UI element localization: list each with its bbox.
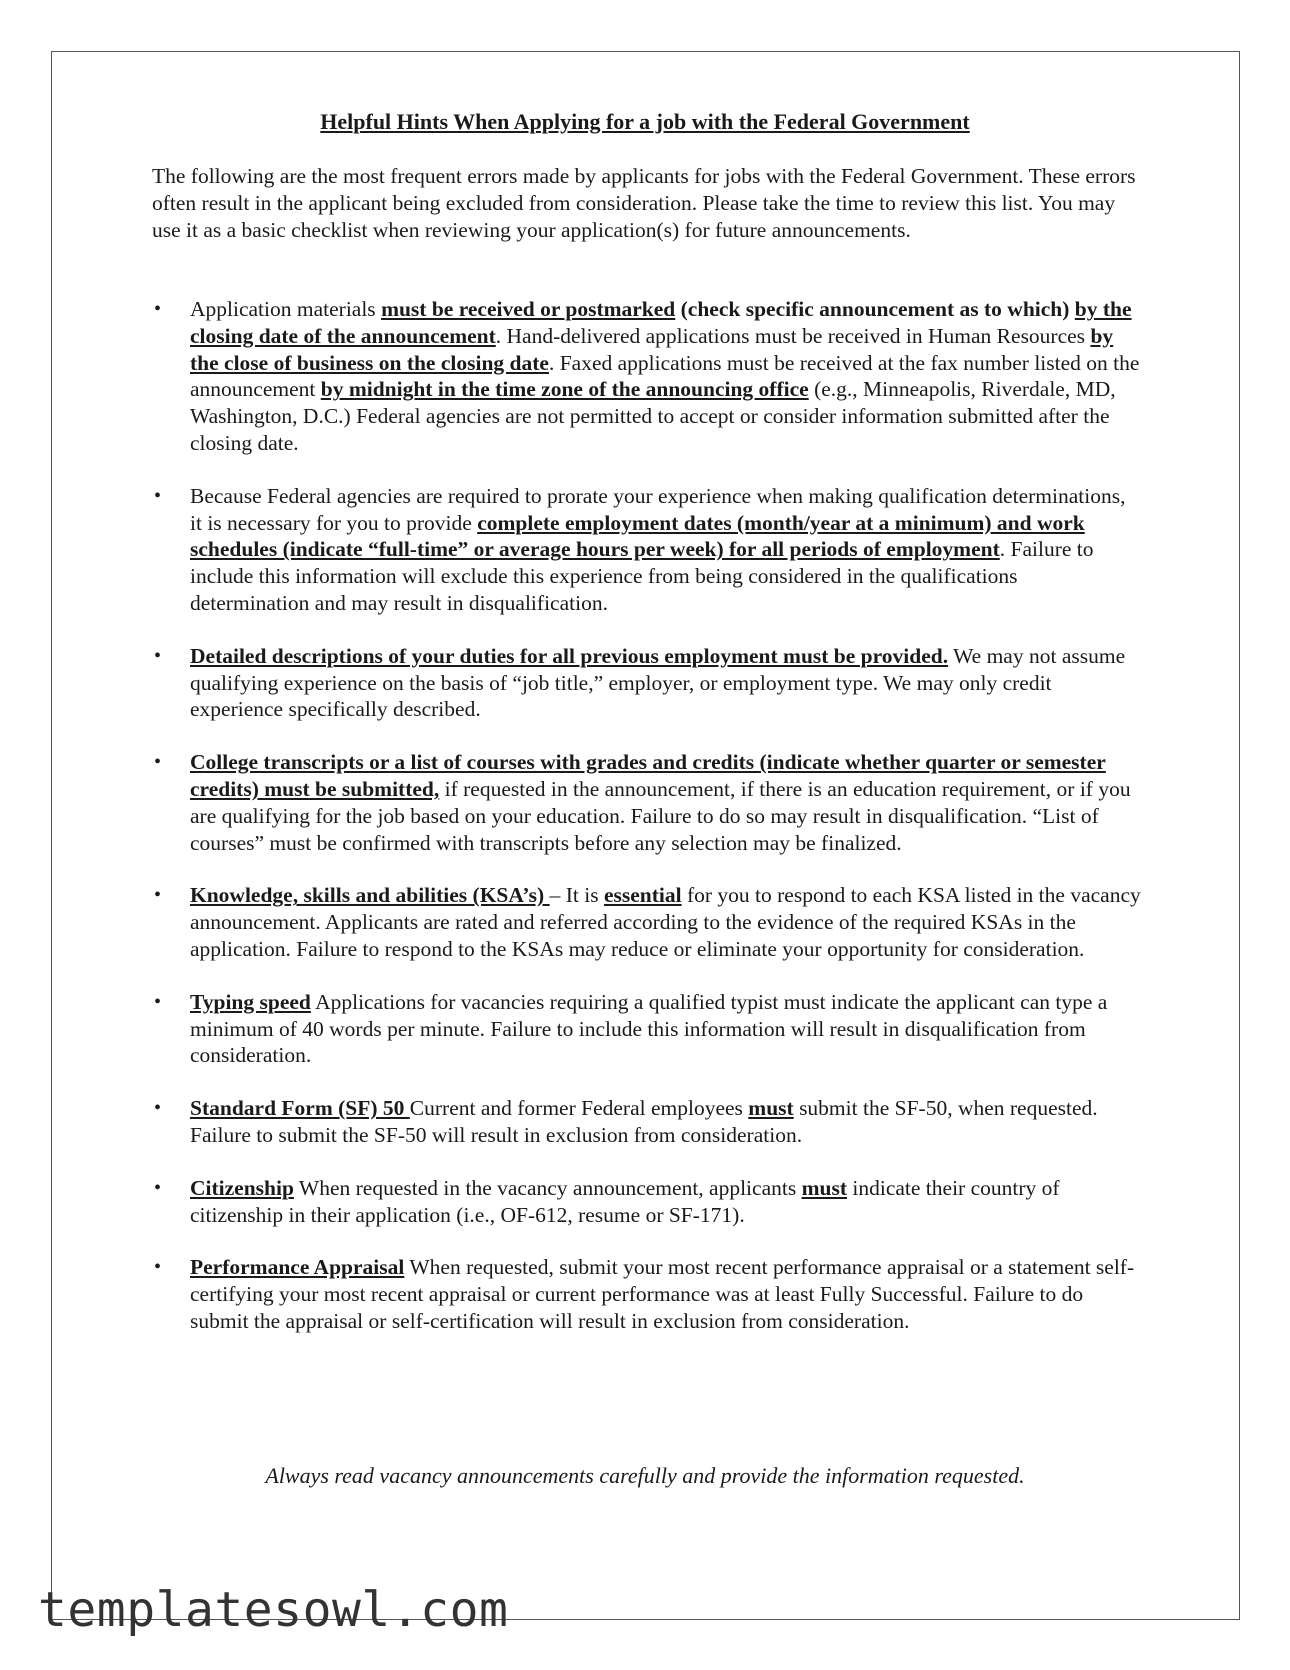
- bullet-icon: •: [154, 990, 162, 1013]
- bullet-icon: •: [154, 298, 162, 320]
- bullet-icon: •: [154, 644, 162, 667]
- bullet-icon: •: [154, 884, 162, 907]
- hints-list: [152, 296, 1142, 1335]
- hint-sf50: • Standard Form (SF) 50 Current and former Federal employees must submit the SF-50, when requested. Failure to submit the SF-50 will result in exclusion from consideration.: [154, 1096, 1098, 1147]
- hint-deadline: • Application materials must be received or postmarked (check specific announcement as to which) by the closing date of the announcement. Hand-delivered applications must be received in Human Resources by the close of business on the closing date. Faxed applications must be received at the fax number listed on the announcement by midnight in the time zone of the announcing office (e.g., Minneapolis, Riverdale, MD, Washington, D.C.) Federal agencies are not permitted to accept or consider information submitted after the closing date.: [154, 297, 1140, 455]
- hint-college-transcripts: • College transcripts or a list of courses with grades and credits (indicate whether quarter or semester credits) must be submitted, if requested in the announcement, if there is an education requirement, or if you are qualifying for the job based on your education. Failure to do so may result in disqualification. “List of courses” must be confirmed with transcripts before any selection may be finalized.: [154, 750, 1131, 855]
- bullet-icon: •: [154, 484, 162, 507]
- hint-employment-dates: • Because Federal agencies are required to prorate your experience when making qualification determinations, it is necessary for you to provide complete employment dates (month/year at a minimum) and work schedules (indicate “full-time” or average hours per week) for all periods of employment. Failure to include this information will exclude this experience from being considered in the qualifications determination and may result in disqualification.: [154, 483, 1126, 615]
- document-title: Helpful Hints When Applying for a job with the Federal Government: [320, 109, 970, 134]
- bullet-icon: •: [154, 1176, 162, 1199]
- site-watermark: templatesowl.com: [38, 1582, 509, 1638]
- hint-citizenship: • Citizenship When requested in the vacancy announcement, applicants must indicate their country of citizenship in their application (i.e., OF-612, resume or SF-171).: [154, 1175, 1060, 1227]
- bullet-icon: •: [154, 1256, 162, 1279]
- closing-note: Always read vacancy announcements carefully and provide the information requested.: [265, 1463, 1025, 1488]
- hint-ksa: • Knowledge, skills and abilities (KSA’s) – It is essential for you to respond to each KSA listed in the vacancy announcement. Applicants are rated and referred according to the evidence of the required KSAs in the application. Failure to respond to the KSAs may reduce or eliminate your opportunity for consideration.: [154, 883, 1141, 961]
- bullet-icon: •: [154, 1097, 162, 1120]
- intro-paragraph: The following are the most frequent errors made by applicants for jobs with the Federal Government. These errors often result in the applicant being excluded from consideration. Please take the time to review this list. You may use it as a basic checklist when reviewing your application(s) for future announcements.: [152, 164, 1136, 242]
- bullet-icon: •: [154, 751, 162, 774]
- hint-typing-speed: • Typing speed Applications for vacancies requiring a qualified typist must indicate the applicant can type a minimum of 40 words per minute. Failure to include this information will result in disqualification from consideration.: [154, 989, 1108, 1068]
- hint-performance-appraisal: • Performance Appraisal When requested, submit your most recent performance appraisal or a statement self-certifying your most recent appraisal or current performance was at least Fully Successful. Failure to do submit the appraisal or self-certification will result in exclusion from consideration.: [154, 1255, 1135, 1333]
- hint-duty-descriptions: • Detailed descriptions of your duties for all previous employment must be provided. We may not assume qualifying experience on the basis of “job title,” employer, or employment type. We may only credit experience specifically described.: [154, 643, 1126, 722]
